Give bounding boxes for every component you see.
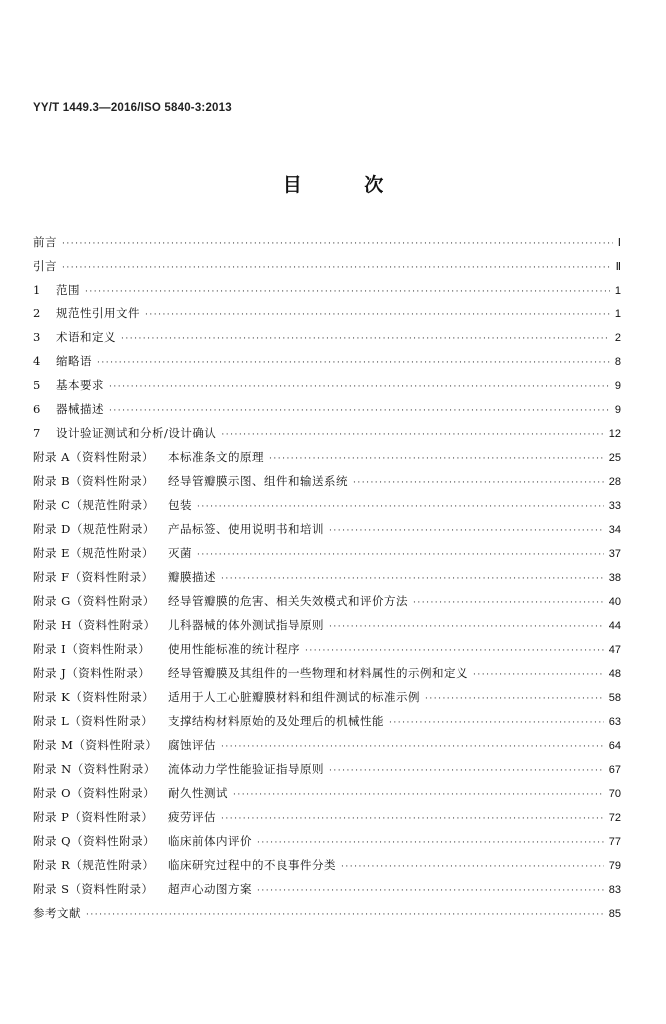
toc-entry-title: 本标准条文的原理 <box>168 450 264 464</box>
toc-entry-annex: 附录 F（资料性附录） <box>33 570 154 584</box>
toc-entry-page: 77 <box>608 836 621 848</box>
toc-entry-label <box>33 855 336 875</box>
toc-entry-title: 儿科器械的体外测试指导原则 <box>168 618 324 632</box>
toc-entry-title: 经导管瓣膜及其组件的一些物理和材料属性的示例和定义 <box>168 666 468 680</box>
toc-entry-annex: 附录 A（资料性附录） <box>33 450 154 464</box>
toc-entry-title: 瓣膜描述 <box>168 570 216 584</box>
toc-entry-annex: 附录 G（资料性附录） <box>33 594 155 608</box>
toc-entry-label <box>33 351 92 371</box>
toc-entry-label <box>33 591 408 611</box>
toc-entry-annex: 附录 K（资料性附录） <box>33 690 155 704</box>
toc-entry-annex: 附录 O（资料性附录） <box>33 786 156 800</box>
toc-entry-label <box>33 280 80 300</box>
document-header: YY/T 1449.3—2016/ISO 5840-3:2013 <box>33 102 232 114</box>
toc-entry-page: 12 <box>608 428 621 440</box>
dot-leader <box>221 809 604 829</box>
toc-entry-page: 72 <box>608 812 621 824</box>
dot-leader <box>109 377 610 397</box>
toc-entry[interactable] <box>33 591 621 611</box>
toc-entry-title: 参考文献 <box>33 906 81 920</box>
toc-entry-title: 使用性能标准的统计程序 <box>168 642 300 656</box>
page-title: 目 次 <box>282 174 412 196</box>
toc-entry[interactable] <box>33 232 621 252</box>
toc-entry-page: 34 <box>608 524 621 536</box>
dot-leader <box>221 737 604 757</box>
toc-entry[interactable] <box>33 831 621 851</box>
toc-entry-label <box>33 615 324 635</box>
dot-leader <box>86 905 604 925</box>
toc-entry-title: 产品标签、使用说明书和培训 <box>168 522 324 536</box>
toc-entry-annex: 附录 S（资料性附录） <box>33 882 154 896</box>
toc-entry-annex: 附录 H（资料性附录） <box>33 618 156 632</box>
toc-entry-number: 4 <box>33 354 41 368</box>
toc-entry-number: 5 <box>33 378 41 392</box>
toc-entry-page: 33 <box>608 500 621 512</box>
toc-entry-title: 耐久性测试 <box>168 786 228 800</box>
toc-entry-page: 25 <box>608 452 621 464</box>
toc-entry-label <box>33 639 300 659</box>
dot-leader <box>233 785 604 805</box>
toc-entry-title: 支撑结构材料原始的及处理后的机械性能 <box>168 714 384 728</box>
toc-entry-page: 38 <box>608 572 621 584</box>
dot-leader <box>329 521 604 541</box>
toc-entry-title: 包装 <box>168 498 192 512</box>
dot-leader <box>257 833 604 853</box>
toc-entry-annex: 附录 I（资料性附录） <box>33 642 151 656</box>
toc-entry-page: 2 <box>614 332 621 344</box>
toc-entry-page: 64 <box>608 740 621 752</box>
toc-entry-label <box>33 303 140 323</box>
toc-entry-title: 规范性引用文件 <box>56 306 140 320</box>
toc-entry-title: 疲劳评估 <box>168 810 216 824</box>
toc-entry-annex: 附录 R（规范性附录） <box>33 858 155 872</box>
toc-entry-page: 44 <box>608 620 621 632</box>
toc-entry-title: 范围 <box>56 283 80 297</box>
toc-entry-label <box>33 735 216 755</box>
dot-leader <box>221 425 603 445</box>
toc-entry-annex: 附录 J（资料性附录） <box>33 666 151 680</box>
toc-entry-annex: 附录 N（资料性附录） <box>33 762 156 776</box>
dot-leader <box>197 545 604 565</box>
toc-entry-label <box>33 423 216 443</box>
toc-entry-number: 1 <box>33 283 41 297</box>
toc-entry-title: 灭菌 <box>168 546 192 560</box>
dot-leader <box>197 497 604 517</box>
dot-leader <box>305 641 604 661</box>
toc-entry[interactable] <box>33 687 621 707</box>
toc-entry[interactable] <box>33 903 621 923</box>
toc-entry-page: 63 <box>608 716 621 728</box>
dot-leader <box>329 761 604 781</box>
dot-leader <box>473 665 604 685</box>
toc-entry[interactable] <box>33 663 621 683</box>
toc-entry[interactable] <box>33 351 621 371</box>
toc-entry-label <box>33 375 104 395</box>
toc-entry-label <box>33 519 324 539</box>
toc-entry-label <box>33 807 216 827</box>
toc-entry-annex: 附录 B（资料性附录） <box>33 474 155 488</box>
dot-leader <box>425 689 604 709</box>
toc-entry-title: 临床研究过程中的不良事件分类 <box>168 858 336 872</box>
toc-entry-title: 临床前体内评价 <box>168 834 252 848</box>
toc-entry-page: 1 <box>614 308 621 320</box>
toc-entry-number: 6 <box>33 402 41 416</box>
toc-entry-page: Ⅰ <box>617 237 621 249</box>
toc-entry-label <box>33 879 252 899</box>
toc-entry[interactable] <box>33 543 621 563</box>
toc-entry-title: 经导管瓣膜的危害、相关失效模式和评价方法 <box>168 594 408 608</box>
toc-entry-title: 超声心动图方案 <box>168 882 252 896</box>
dot-leader <box>85 282 610 302</box>
toc-entry-number: 2 <box>33 306 41 320</box>
dot-leader <box>341 857 604 877</box>
toc-entry-title: 基本要求 <box>56 378 104 392</box>
toc-entry-label <box>33 567 216 587</box>
toc-entry-number: 7 <box>33 426 41 440</box>
toc-entry-label <box>33 687 420 707</box>
toc-entry-page: Ⅱ <box>615 261 621 273</box>
toc-entry-page: 83 <box>608 884 621 896</box>
toc-entry[interactable] <box>33 567 621 587</box>
dot-leader <box>62 234 613 254</box>
toc-entry-page: 79 <box>608 860 621 872</box>
toc-entry[interactable] <box>33 447 621 467</box>
toc-entry[interactable] <box>33 615 621 635</box>
toc-entry[interactable] <box>33 735 621 755</box>
toc-entry-page: 28 <box>608 476 621 488</box>
dot-leader <box>389 713 604 733</box>
toc-entry-page: 8 <box>614 356 621 368</box>
toc-entry[interactable] <box>33 495 621 515</box>
toc-entry[interactable] <box>33 280 621 300</box>
toc-entry-annex: 附录 C（规范性附录） <box>33 498 155 512</box>
dot-leader <box>221 569 604 589</box>
toc-entry-title: 经导管瓣膜示图、组件和输送系统 <box>168 474 348 488</box>
toc-entry-page: 40 <box>608 596 621 608</box>
dot-leader <box>62 258 611 278</box>
dot-leader <box>413 593 604 613</box>
toc-entry-title: 前言 <box>33 235 57 249</box>
toc-entry-title: 术语和定义 <box>56 330 116 344</box>
toc-entry-title: 适用于人工心脏瓣膜材料和组件测试的标准示例 <box>168 690 420 704</box>
toc-entry-title: 设计验证测试和分析/设计确认 <box>56 426 217 440</box>
toc-entry-label <box>33 256 57 276</box>
toc-entry-number: 3 <box>33 330 41 344</box>
toc-entry-page: 9 <box>614 404 621 416</box>
toc-entry[interactable] <box>33 471 621 491</box>
dot-leader <box>97 353 610 373</box>
toc-entry[interactable] <box>33 399 621 419</box>
toc-entry[interactable] <box>33 639 621 659</box>
toc-entry-page: 85 <box>608 908 621 920</box>
toc-entry-page: 1 <box>614 285 621 297</box>
toc-entry-page: 67 <box>608 764 621 776</box>
toc-entry-label <box>33 663 468 683</box>
toc-entry-label <box>33 327 116 347</box>
toc-entry[interactable] <box>33 423 621 443</box>
toc-entry-page: 37 <box>608 548 621 560</box>
toc-entry-label <box>33 831 252 851</box>
toc-entry-annex: 附录 P（资料性附录） <box>33 810 154 824</box>
toc-entry[interactable] <box>33 807 621 827</box>
toc-entry-page: 47 <box>608 644 621 656</box>
dot-leader <box>257 881 604 901</box>
toc-entry-page: 9 <box>614 380 621 392</box>
toc-entry-label <box>33 447 264 467</box>
toc-entry[interactable] <box>33 375 621 395</box>
toc-entry-label <box>33 399 104 419</box>
toc-entry[interactable] <box>33 879 621 899</box>
toc-entry[interactable] <box>33 256 621 276</box>
dot-leader <box>353 473 604 493</box>
dot-leader <box>329 617 604 637</box>
toc-entry-label <box>33 471 348 491</box>
toc-entry[interactable] <box>33 759 621 779</box>
toc-entry-label <box>33 232 57 252</box>
toc-entry-page: 58 <box>608 692 621 704</box>
toc-entry-annex: 附录 M（资料性附录） <box>33 738 158 752</box>
toc-entry-page: 70 <box>608 788 621 800</box>
toc-entry-annex: 附录 L（资料性附录） <box>33 714 154 728</box>
toc-entry-annex: 附录 Q（资料性附录） <box>33 834 156 848</box>
toc-entry-title: 缩略语 <box>56 354 92 368</box>
toc-entry-title: 引言 <box>33 259 57 273</box>
toc-entry[interactable] <box>33 711 621 731</box>
toc-entry[interactable] <box>33 783 621 803</box>
dot-leader <box>109 401 610 421</box>
toc-entry-title: 腐蚀评估 <box>168 738 216 752</box>
dot-leader <box>269 449 604 469</box>
toc-entry-annex: 附录 E（规范性附录） <box>33 546 155 560</box>
dot-leader <box>145 305 610 325</box>
toc-entry[interactable] <box>33 519 621 539</box>
toc-entry-label <box>33 759 324 779</box>
toc-entry-title: 流体动力学性能验证指导原则 <box>168 762 324 776</box>
toc-entry-title: 器械描述 <box>56 402 104 416</box>
toc-entry-label <box>33 711 384 731</box>
toc-entry-label <box>33 903 81 923</box>
toc-entry-label <box>33 783 228 803</box>
toc-entry-label <box>33 543 192 563</box>
toc-entry[interactable] <box>33 327 621 347</box>
toc-entry[interactable] <box>33 303 621 323</box>
toc-entry-page: 48 <box>608 668 621 680</box>
toc-entry[interactable] <box>33 855 621 875</box>
toc-entry-annex: 附录 D（规范性附录） <box>33 522 155 536</box>
dot-leader <box>121 329 610 349</box>
toc-entry-label <box>33 495 192 515</box>
